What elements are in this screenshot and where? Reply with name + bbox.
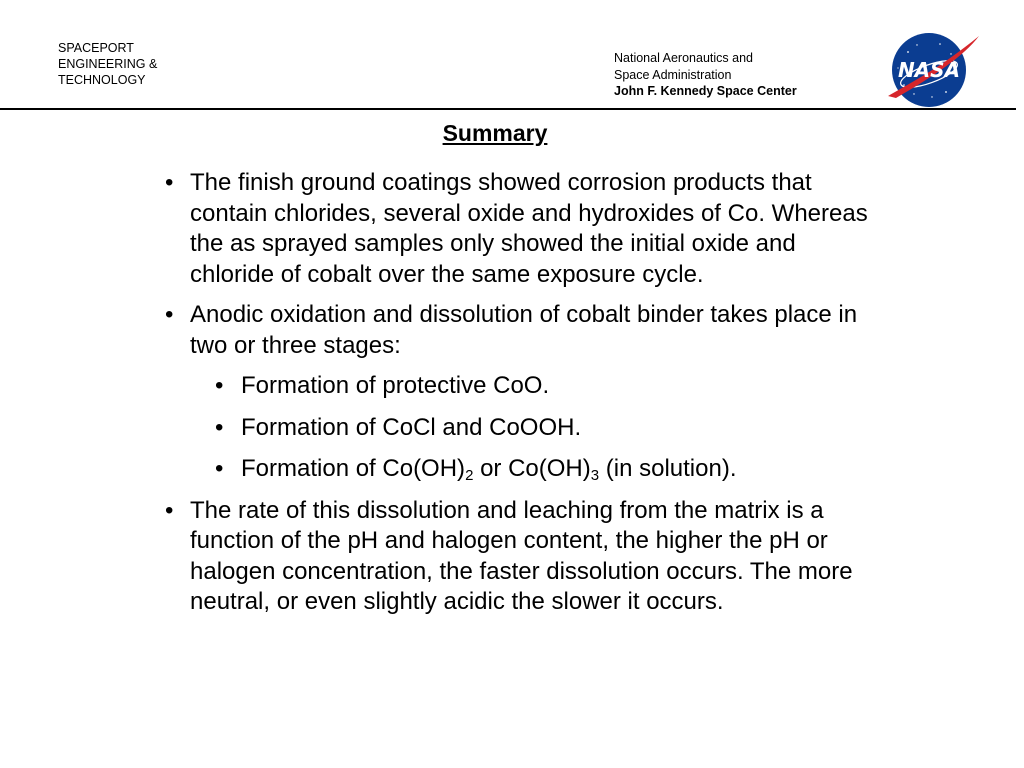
bullet-marker: •: [215, 413, 224, 441]
agency-line-1: National Aeronautics and: [614, 51, 753, 65]
list-item: [165, 168, 885, 290]
page-title: Summary: [442, 120, 548, 146]
bullet-marker: •: [165, 301, 174, 328]
list-item: [165, 300, 885, 361]
bullet-marker: •: [165, 496, 174, 524]
header-divider: [0, 108, 1016, 110]
formula-part-2: or Co(OH): [473, 455, 591, 482]
formula-part-1: Formation of Co(OH): [241, 455, 466, 482]
technology-line: TECHNOLOGY: [58, 73, 146, 87]
sub-bullet-text: Formation of CoCl and CoOOH.: [241, 413, 582, 441]
center-name: John F. Kennedy Space Center: [614, 84, 797, 98]
bullet-text: Anodic oxidation and dissolution of cobalt binder takes place in two or three stages:: [190, 301, 858, 359]
bullet-marker: •: [165, 169, 174, 196]
bullet-text: The rate of this dissolution and leaching from the matrix is a function of the pH and halogen content, the higher the pH or halogen concentration, the faster dissolution occurs. The more neutral, or even slightly acidic the slower it occurs.: [190, 496, 853, 615]
spaceport-line: SPACEPORT: [58, 41, 134, 55]
sub-bullet-text: Formation of protective CoO.: [241, 372, 550, 399]
bullet-text: The finish ground coatings showed corrosion products that contain chlorides, several oxide and hydroxides of Co. Whereas the as sprayed samples only showed the initial oxide and chloride of cobalt over the same exposure cycle.: [190, 169, 868, 288]
sub-list-item: [165, 454, 885, 485]
bullet-marker: •: [215, 372, 224, 399]
list-item: [165, 496, 885, 618]
nasa-logo-icon: [884, 30, 982, 110]
nasa-logo-text: NASA: [897, 58, 961, 82]
summary-list: [165, 168, 885, 628]
agency-line-2: Space Administration: [614, 67, 732, 82]
sub-list-item: [165, 371, 885, 402]
sub-bullet-text: [241, 455, 736, 482]
agency-block: [614, 50, 797, 100]
subscript-3: 3: [590, 467, 600, 484]
subscript-2: 2: [465, 467, 474, 484]
engineering-line: ENGINEERING &: [58, 57, 158, 71]
sub-list-item: [165, 413, 885, 444]
bullet-marker: •: [215, 455, 224, 482]
formula-part-3: (in solution).: [599, 455, 737, 482]
spaceport-label: [58, 40, 157, 88]
